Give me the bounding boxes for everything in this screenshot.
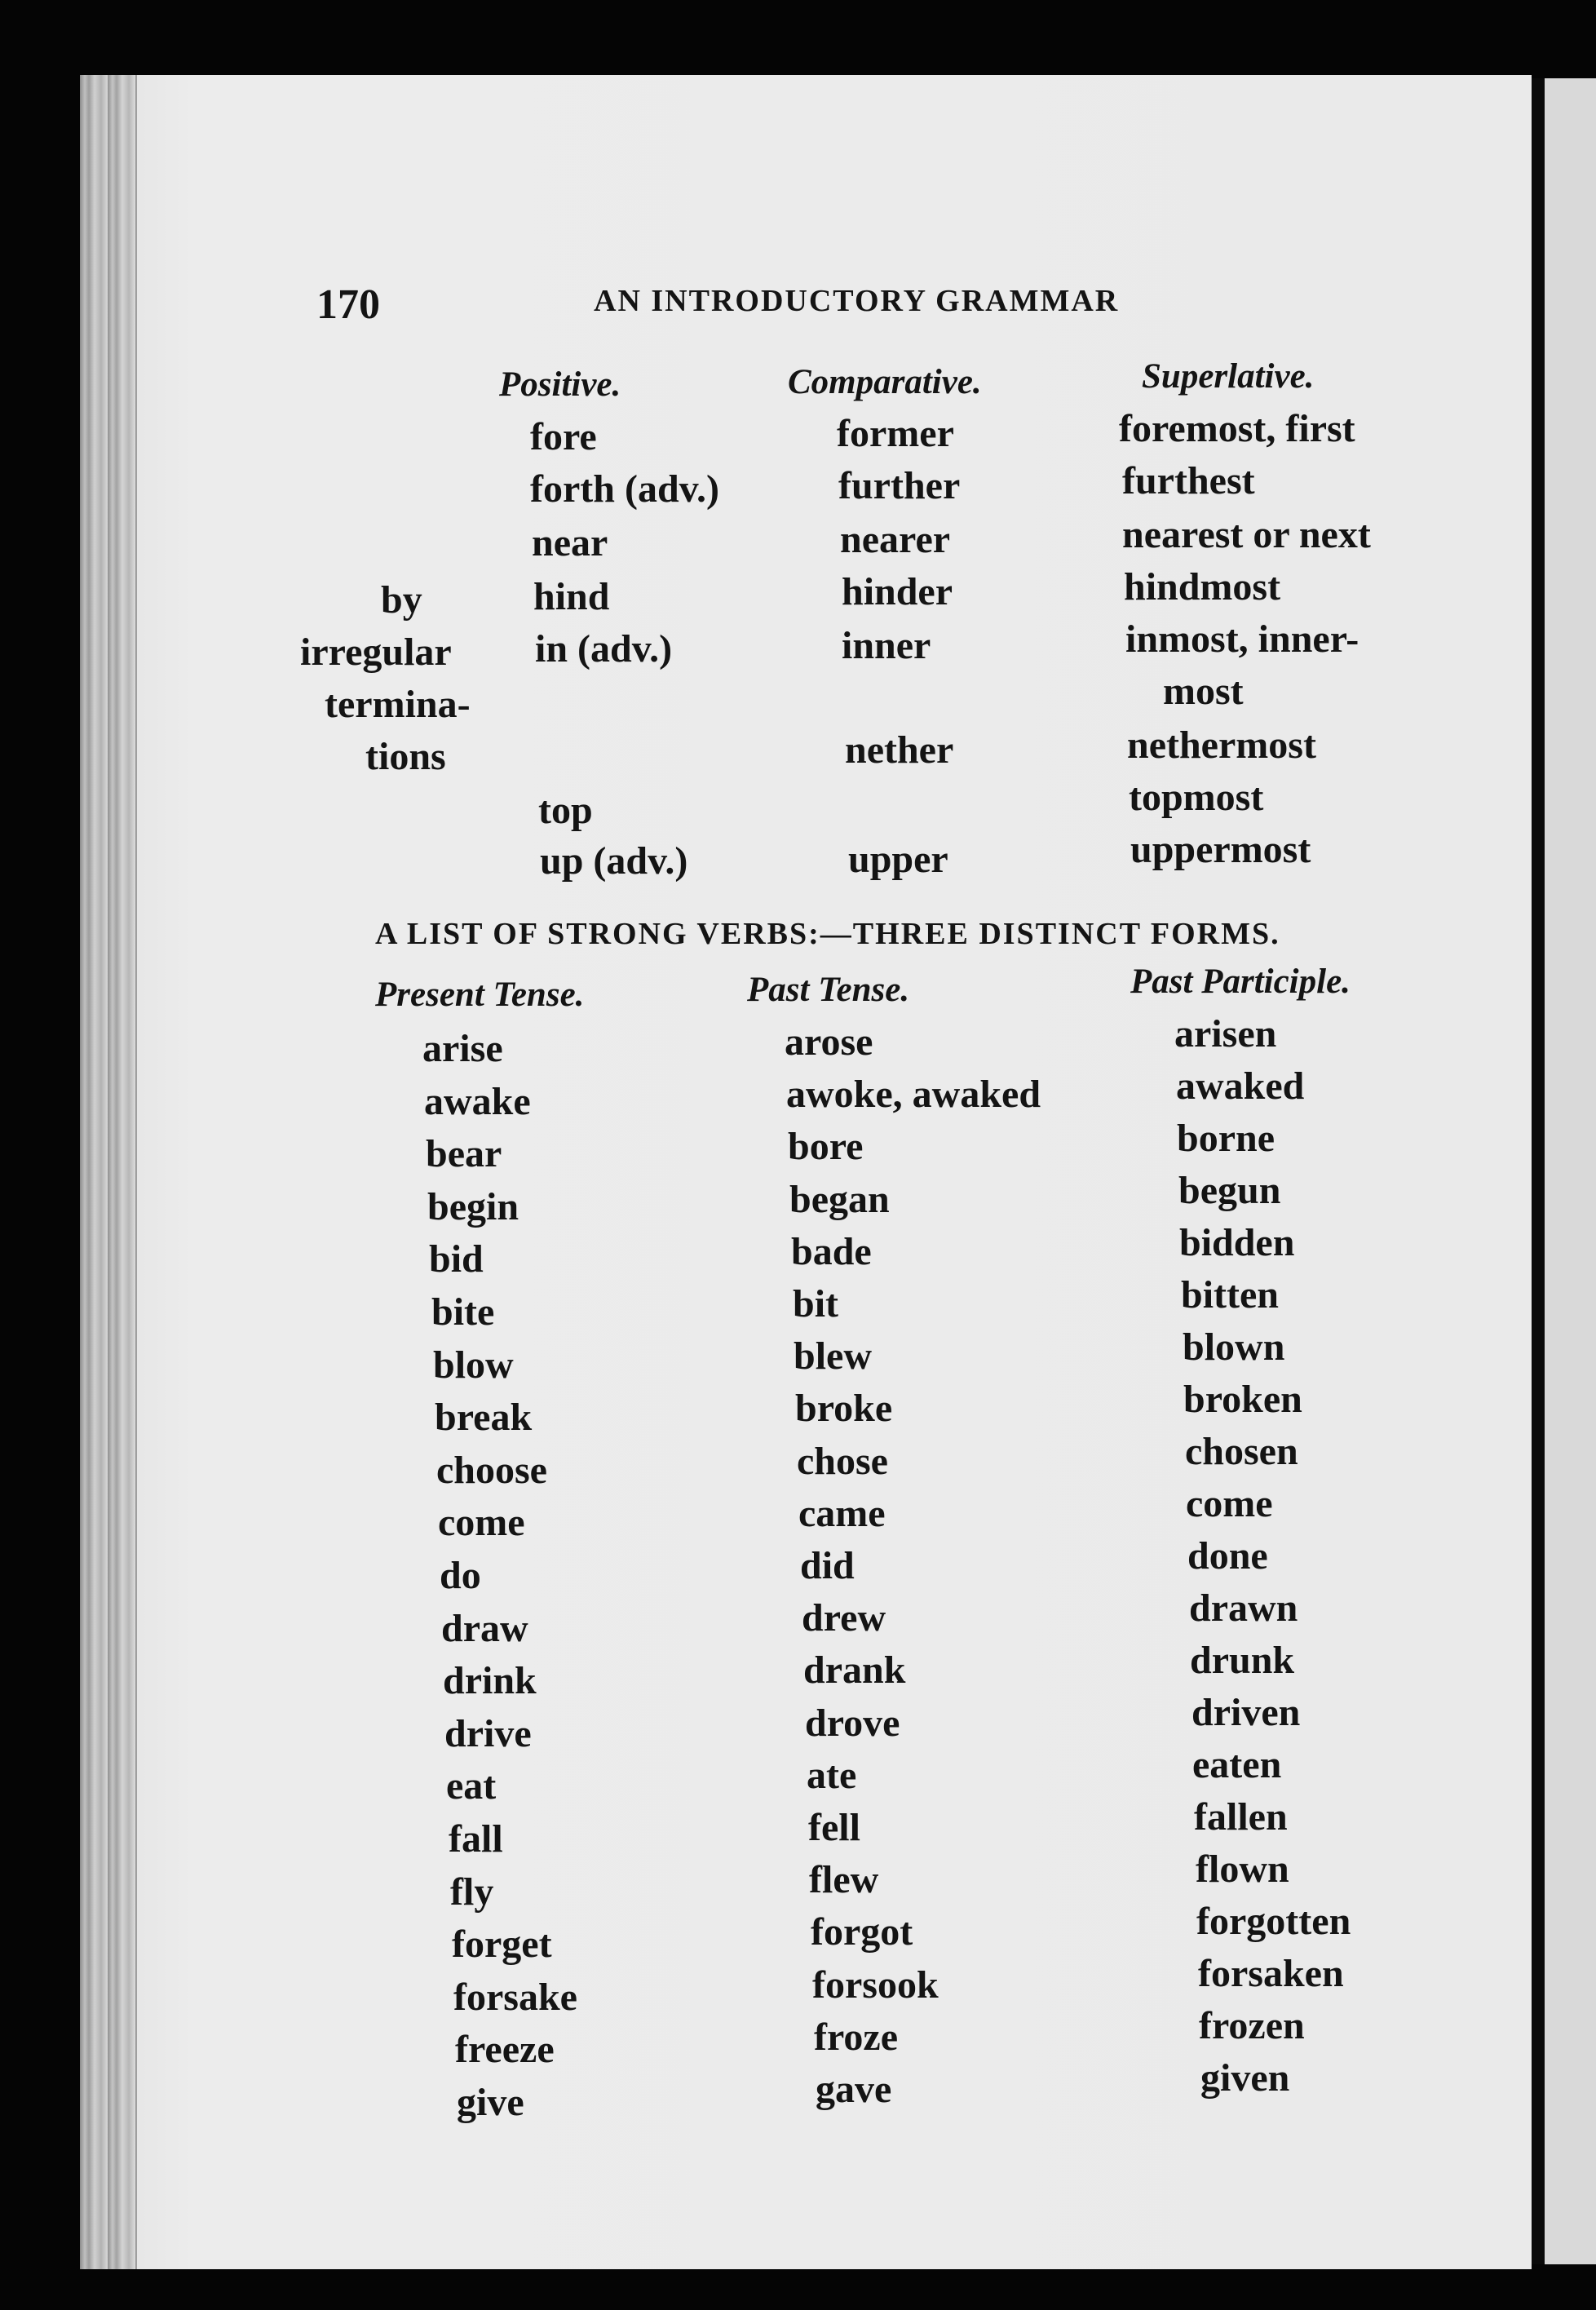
present-tense-cell: choose <box>436 1449 547 1492</box>
page-gutter-shadow <box>80 75 137 2269</box>
past-participle-cell: driven <box>1191 1691 1301 1734</box>
comparative-cell: hinder <box>842 570 953 613</box>
past-participle-cell: eaten <box>1192 1743 1282 1786</box>
past-tense-cell: drank <box>803 1648 906 1692</box>
past-tense-cell: froze <box>814 2016 899 2059</box>
superlative-cell: foremost, first <box>1119 407 1355 450</box>
header-past-tense: Past Tense. <box>747 971 910 1009</box>
past-participle-cell: fallen <box>1194 1795 1288 1839</box>
superlative-cell: nethermost <box>1127 724 1316 767</box>
present-tense-cell: awake <box>424 1080 531 1123</box>
past-tense-cell: came <box>798 1492 886 1535</box>
past-tense-cell: bore <box>788 1125 864 1168</box>
past-participle-cell: bidden <box>1179 1221 1295 1264</box>
positive-cell: near <box>532 521 608 564</box>
side-label-line: tions <box>365 735 446 778</box>
facing-page-sliver <box>1545 78 1596 2264</box>
present-tense-cell: fall <box>449 1817 503 1861</box>
past-participle-cell: begun <box>1178 1169 1281 1212</box>
past-participle-cell: drawn <box>1189 1586 1298 1630</box>
present-tense-cell: forget <box>452 1923 552 1966</box>
present-tense-cell: eat <box>446 1764 497 1808</box>
comparative-cell: further <box>838 464 961 507</box>
past-tense-cell: ate <box>807 1754 857 1797</box>
past-tense-cell: bade <box>791 1230 872 1273</box>
page-number: 170 <box>316 281 380 328</box>
present-tense-cell: do <box>440 1554 481 1597</box>
present-tense-cell: blow <box>433 1343 514 1387</box>
positive-cell: forth (adv.) <box>530 467 719 511</box>
section-title: A LIST OF STRONG VERBS:—THREE DISTINCT FORMS. <box>375 917 1280 951</box>
present-tense-cell: drink <box>443 1659 537 1702</box>
superlative-cell: hindmost <box>1124 565 1281 608</box>
past-participle-cell: awaked <box>1176 1064 1305 1108</box>
positive-cell: hind <box>533 575 610 618</box>
past-participle-cell: flown <box>1196 1848 1289 1891</box>
past-participle-cell: blown <box>1183 1325 1285 1369</box>
comparative-cell: nether <box>845 728 954 772</box>
superlative-cell: uppermost <box>1130 828 1311 871</box>
present-tense-cell: arise <box>422 1027 503 1070</box>
header-present-tense: Present Tense. <box>375 976 585 1014</box>
header-comparative: Comparative. <box>788 363 982 401</box>
superlative-cell: inmost, inner- <box>1125 617 1359 661</box>
past-tense-cell: awoke, awaked <box>786 1073 1041 1116</box>
header-superlative: Superlative. <box>1142 357 1315 396</box>
present-tense-cell: bite <box>431 1290 495 1334</box>
present-tense-cell: forsake <box>453 1976 577 2019</box>
past-participle-cell: drunk <box>1190 1639 1295 1682</box>
superlative-cell: most <box>1163 670 1244 713</box>
positive-cell: in (adv.) <box>535 627 673 670</box>
comparative-cell: inner <box>842 624 931 667</box>
past-participle-cell: bitten <box>1181 1273 1279 1317</box>
past-tense-cell: began <box>789 1178 890 1221</box>
superlative-cell: furthest <box>1122 459 1255 502</box>
present-tense-cell: break <box>435 1396 533 1439</box>
past-tense-cell: flew <box>809 1858 879 1901</box>
past-tense-cell: drew <box>802 1596 886 1640</box>
present-tense-cell: fly <box>450 1870 494 1914</box>
present-tense-cell: bid <box>429 1237 484 1281</box>
past-participle-cell: done <box>1187 1534 1268 1578</box>
past-tense-cell: forgot <box>811 1910 913 1954</box>
present-tense-cell: bear <box>426 1132 502 1175</box>
past-tense-cell: blew <box>794 1334 872 1378</box>
past-tense-cell: bit <box>793 1282 839 1325</box>
past-tense-cell: drove <box>805 1702 900 1745</box>
past-participle-cell: borne <box>1177 1117 1275 1160</box>
positive-cell: top <box>538 789 593 832</box>
past-tense-cell: fell <box>808 1806 860 1849</box>
past-participle-cell: frozen <box>1199 2004 1305 2047</box>
superlative-cell: topmost <box>1129 776 1264 819</box>
present-tense-cell: begin <box>427 1185 519 1228</box>
facing-page-edge <box>1532 78 1545 2264</box>
side-label-line: irregular <box>300 631 452 674</box>
comparative-cell: former <box>837 412 954 455</box>
positive-cell: fore <box>530 415 597 458</box>
side-label-line: by <box>381 578 422 622</box>
running-head: AN INTRODUCTORY GRAMMAR <box>594 284 1120 318</box>
present-tense-cell: draw <box>441 1607 528 1650</box>
past-participle-cell: given <box>1200 2056 1290 2100</box>
past-participle-cell: come <box>1186 1482 1273 1525</box>
past-participle-cell: forgotten <box>1196 1900 1351 1943</box>
comparative-cell: nearer <box>840 518 951 561</box>
superlative-cell: nearest or next <box>1122 513 1371 556</box>
past-tense-cell: gave <box>816 2068 892 2111</box>
header-positive: Positive. <box>499 365 621 404</box>
present-tense-cell: freeze <box>455 2028 555 2071</box>
positive-cell: up (adv.) <box>540 839 688 883</box>
past-tense-cell: broke <box>795 1387 893 1430</box>
past-tense-cell: forsook <box>812 1963 939 2007</box>
past-tense-cell: did <box>800 1544 855 1587</box>
present-tense-cell: give <box>457 2081 524 2124</box>
present-tense-cell: come <box>438 1501 525 1544</box>
past-participle-cell: arisen <box>1174 1012 1277 1055</box>
past-participle-cell: chosen <box>1185 1430 1298 1473</box>
header-past-participle: Past Participle. <box>1130 962 1351 1001</box>
side-label-line: termina- <box>325 683 471 726</box>
past-tense-cell: arose <box>785 1020 873 1064</box>
past-participle-cell: forsaken <box>1198 1952 1344 1995</box>
past-participle-cell: broken <box>1183 1378 1302 1421</box>
past-tense-cell: chose <box>797 1440 888 1483</box>
comparative-cell: upper <box>848 838 948 881</box>
present-tense-cell: drive <box>444 1712 532 1755</box>
